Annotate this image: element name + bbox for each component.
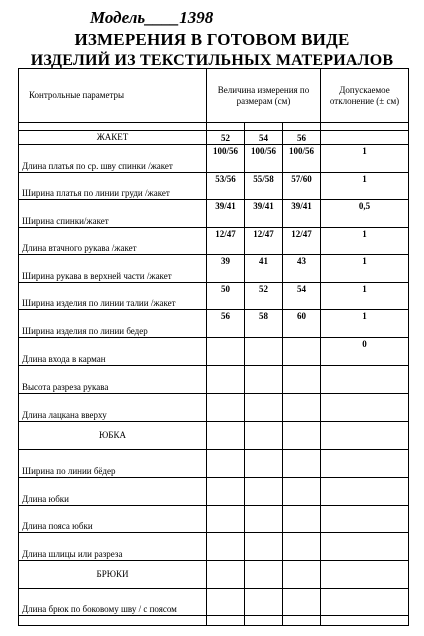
size-value-cell (207, 533, 245, 561)
param-label: Высота разреза рукава (19, 366, 207, 394)
document-title-line-1: ИЗМЕРЕНИЯ В ГОТОВОМ ВИДЕ (74, 30, 350, 49)
param-label: Ширина платья по линии груди /жакет (19, 173, 207, 200)
param-label: Длина втачного рукава /жакет (19, 228, 207, 255)
size-value-cell (283, 478, 321, 506)
tolerance-cell: 0 (321, 338, 409, 366)
size-value-cell: 60 (283, 310, 321, 338)
table-row (19, 338, 409, 366)
tolerance-cell: 1 (321, 228, 409, 255)
size-value-cell: 43 (283, 255, 321, 283)
size-value-cell (245, 366, 283, 394)
table-row (19, 589, 409, 616)
size-value-cell (245, 338, 283, 366)
size-value-cell: 12/47 (245, 228, 283, 255)
param-label: Длина лацкана вверху (19, 394, 207, 422)
size-value-cell: 12/47 (207, 228, 245, 255)
size-value-cell: 39/41 (245, 200, 283, 228)
tolerance-cell (321, 366, 409, 394)
measurements-table (18, 68, 409, 626)
table-row (19, 255, 409, 283)
table-row (19, 394, 409, 422)
table-row (19, 283, 409, 310)
param-label: Длина брюк по боковому шву / с поясом (19, 589, 207, 616)
section-row-trousers (19, 561, 409, 589)
size-value-cell (283, 589, 321, 616)
table-row (19, 310, 409, 338)
document-title-line-2: ИЗДЕЛИЙ ИЗ ТЕКСТИЛЬНЫХ МАТЕРИАЛОВ (30, 52, 394, 69)
table-row (19, 506, 409, 533)
tolerance-cell: 0,5 (321, 200, 409, 228)
section-title: ЮБКА (19, 422, 207, 450)
table-row (19, 366, 409, 394)
size-value-cell (245, 506, 283, 533)
param-label: Ширина изделия по линии талии /жакет (19, 283, 207, 310)
size-value-cell: 58 (245, 310, 283, 338)
tolerance-cell (321, 506, 409, 533)
param-label: Ширина спинки/жакет (19, 200, 207, 228)
size-header-cell: 52 (207, 131, 245, 145)
size-value-cell (245, 450, 283, 478)
param-label: Длина входа в карман (19, 338, 207, 366)
table-row (19, 450, 409, 478)
param-label: Длина пояса юбки (19, 506, 207, 533)
header-tolerance: Допускаемое отклонение (± см) (321, 69, 409, 123)
table-header-row (19, 69, 409, 123)
section-title: БРЮКИ (19, 561, 207, 589)
tolerance-cell: 1 (321, 255, 409, 283)
model-number: Модель____1398 (90, 8, 214, 27)
size-value-cell: 53/56 (207, 173, 245, 200)
size-value-cell (245, 589, 283, 616)
table-row (19, 478, 409, 506)
tolerance-cell (321, 589, 409, 616)
size-value-cell: 12/47 (283, 228, 321, 255)
table-row (19, 145, 409, 173)
size-value-cell: 50 (207, 283, 245, 310)
size-value-cell (207, 478, 245, 506)
size-value-cell (207, 589, 245, 616)
tolerance-cell: 1 (321, 310, 409, 338)
size-value-cell (283, 533, 321, 561)
size-value-cell (207, 366, 245, 394)
table-row (19, 533, 409, 561)
size-value-cell (207, 338, 245, 366)
tolerance-cell (321, 478, 409, 506)
size-value-cell: 100/56 (283, 145, 321, 173)
tolerance-cell: 1 (321, 145, 409, 173)
table-row (19, 228, 409, 255)
size-value-cell: 100/56 (207, 145, 245, 173)
tolerance-cell (321, 533, 409, 561)
tolerance-cell (321, 131, 409, 145)
spacer-row (19, 123, 409, 131)
size-value-cell (207, 394, 245, 422)
tolerance-cell (321, 394, 409, 422)
tolerance-cell (321, 450, 409, 478)
size-header-cell: 56 (283, 131, 321, 145)
table-row (19, 173, 409, 200)
tolerance-cell: 1 (321, 283, 409, 310)
size-value-cell (245, 478, 283, 506)
section-title: ЖАКЕТ (19, 131, 207, 145)
table-row-partial (19, 616, 409, 626)
size-value-cell: 39/41 (283, 200, 321, 228)
size-value-cell (207, 450, 245, 478)
section-row-skirt (19, 422, 409, 450)
section-row-jacket (19, 131, 409, 145)
size-value-cell (207, 506, 245, 533)
param-label: Ширина рукава в верхней части /жакет (19, 255, 207, 283)
size-value-cell: 100/56 (245, 145, 283, 173)
size-value-cell: 39 (207, 255, 245, 283)
size-value-cell (283, 506, 321, 533)
tolerance-cell: 1 (321, 173, 409, 200)
param-label: Длина юбки (19, 478, 207, 506)
header-sizes: Величина измерения по размерам (см) (207, 69, 321, 123)
size-value-cell (283, 450, 321, 478)
header-params: Контрольные параметры (19, 69, 207, 123)
size-value-cell (245, 533, 283, 561)
size-value-cell: 55/58 (245, 173, 283, 200)
size-value-cell: 39/41 (207, 200, 245, 228)
size-value-cell (283, 338, 321, 366)
size-value-cell: 57/60 (283, 173, 321, 200)
size-value-cell (283, 394, 321, 422)
size-header-cell: 54 (245, 131, 283, 145)
size-value-cell: 54 (283, 283, 321, 310)
table-row (19, 200, 409, 228)
param-label: Длина шлицы или разреза (19, 533, 207, 561)
size-value-cell (245, 394, 283, 422)
size-value-cell (283, 366, 321, 394)
size-value-cell: 56 (207, 310, 245, 338)
size-value-cell: 41 (245, 255, 283, 283)
param-label: Ширина изделия по линии бедер (19, 310, 207, 338)
size-value-cell: 52 (245, 283, 283, 310)
param-label: Длина платья по ср. шву спинки /жакет (19, 145, 207, 173)
param-label: Ширина по линии бёдер (19, 450, 207, 478)
